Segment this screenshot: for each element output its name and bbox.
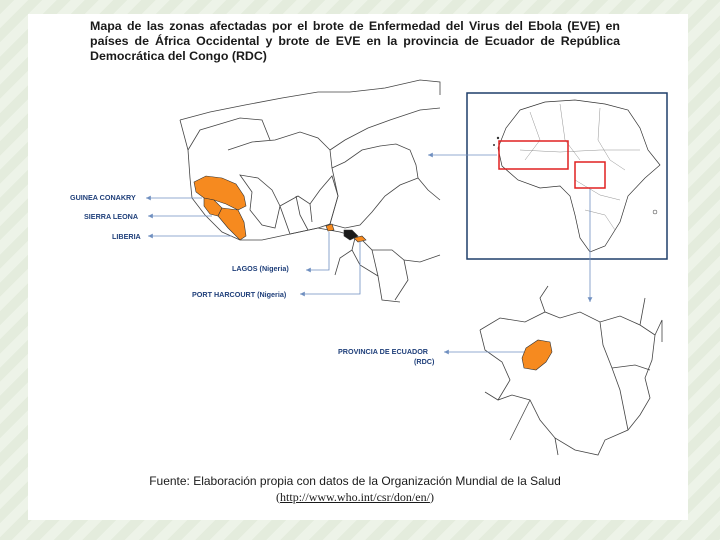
label-ecuador-line2: (RDC) (414, 357, 435, 366)
label-guinea: GUINEA CONAKRY (70, 193, 136, 202)
source-url-link[interactable]: http://www.who.int/csr/don/en/ (280, 490, 430, 504)
label-liberia: LIBERIA (112, 232, 141, 241)
label-sierra-leona: SIERRA LEONA (84, 212, 139, 221)
label-ecuador-line1: PROVINCIA DE ECUADOR (338, 347, 428, 356)
source-url-line (110, 490, 600, 505)
arrow-lagos (306, 232, 329, 270)
drc-map (480, 286, 662, 455)
guinea-area (194, 176, 246, 210)
label-lagos: LAGOS (Nigeria) (232, 264, 289, 273)
source-url-close: ) (429, 490, 434, 504)
label-port-harcourt: PORT HARCOURT (Nigeria) (192, 290, 287, 299)
source-url-open: ( (276, 490, 281, 504)
africa-inset (428, 93, 667, 302)
source-text: Fuente: Elaboración propia con datos de la Organización Mundial de la Salud (149, 474, 561, 488)
liberia-area (218, 208, 246, 240)
ecuador-province-area (522, 340, 552, 370)
arrow-port-harcourt (300, 241, 360, 294)
map-title: Mapa de las zonas afectadas por el brote de Enfermedad del Virus del Ebola (EVE) en países de África Occidental y brote de EVE en la provincia de Ecuador de República Democrática del Congo (RDC) (90, 19, 620, 63)
